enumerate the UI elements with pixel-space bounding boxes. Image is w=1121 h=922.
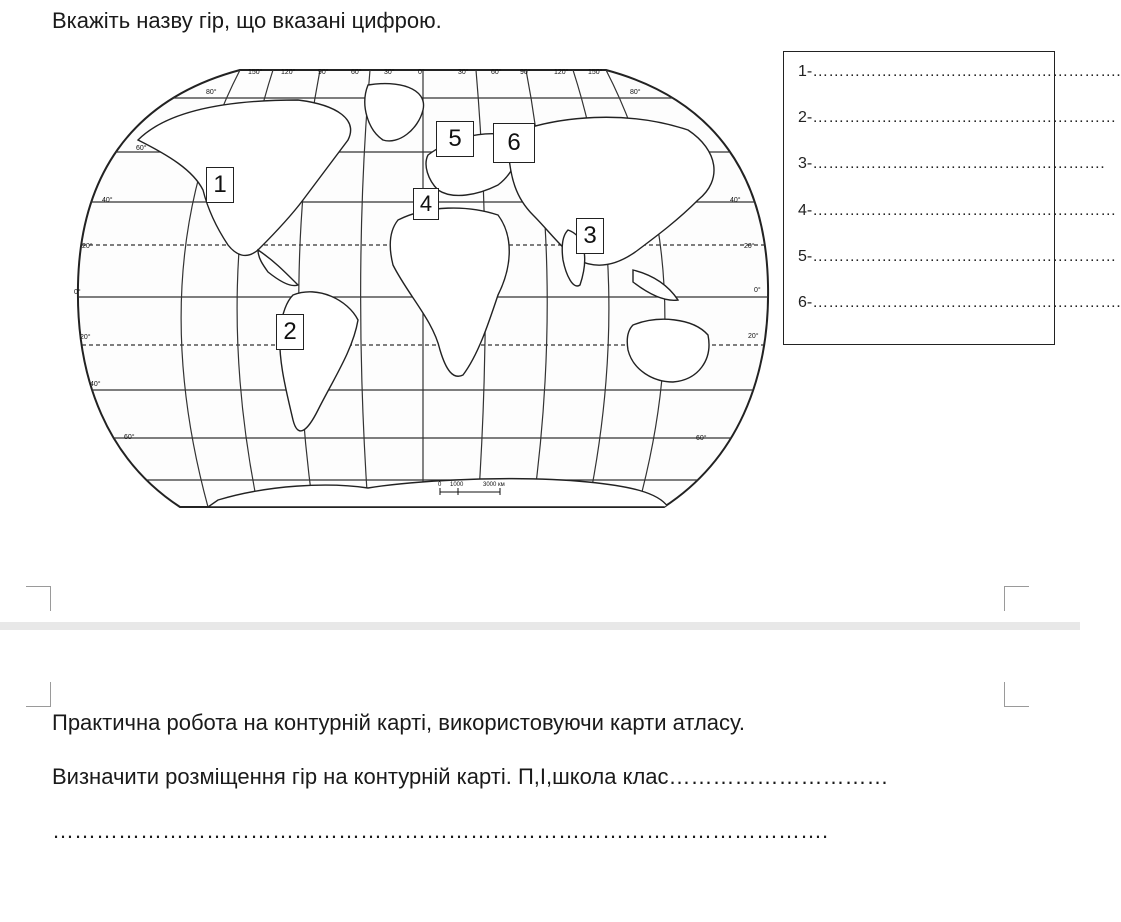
left-lat-label: 0° [74,289,81,296]
crop-mark-top-left [26,586,51,611]
page-separator [0,622,1080,630]
answer-line-2[interactable]: 2-………………………………………………… [798,109,1117,126]
left-lat-label: 60° [124,434,135,441]
world-contour-map [68,60,774,510]
top-degree-label: 90° [318,69,329,76]
blank-dotted-line[interactable]: ……………………………………………………………………………………………. [52,818,829,843]
answer-box [783,51,1121,345]
top-degree-label: 30° [458,69,469,76]
left-lat-label: 20° [82,243,93,250]
right-lat-label: 20° [748,333,759,340]
page-bottom-sheet [0,630,1080,922]
scale-label: 0 [438,482,442,488]
right-lat-label: 60° [696,435,707,442]
map-marker-6: 6 [493,123,535,163]
crop-mark-top-right [1004,586,1029,611]
crop-mark-bottom-right [1004,682,1029,707]
left-lat-label: 20° [80,334,91,341]
answer-line-1[interactable]: 1-…………………………………………………. [798,63,1121,80]
map-marker-4: 4 [413,188,439,220]
task-title: Вкажіть назву гір, що вказані цифрою. [52,8,442,33]
top-degree-label: 0° [418,69,425,76]
answer-line-3[interactable]: 3-………………………………………………. [798,155,1105,172]
right-lat-label: 40° [730,197,741,204]
left-lat-label: 40° [90,381,101,388]
answer-line-4[interactable]: 4-………………………………………………… [798,202,1117,219]
left-lat-label: 40° [102,197,113,204]
top-degree-label: 150° [588,69,603,76]
top-degree-label: 60° [351,69,362,76]
top-degree-label: 90° [520,69,531,76]
top-degree-label: 60° [491,69,502,76]
top-degree-label: 120° [281,69,296,76]
answer-line-5[interactable]: 5-………………………………………………… [798,248,1117,265]
crop-mark-bottom-left [26,682,51,707]
left-lat-label: 80° [206,89,217,96]
map-marker-5: 5 [436,121,474,157]
right-lat-label: 0° [754,287,761,294]
map-marker-2: 2 [276,314,304,350]
left-lat-label: 60° [136,145,147,152]
task-instruction-line[interactable]: Визначити розміщення гір на контурній карті. П,І,школа клас………………………… [52,764,889,789]
practical-work-title: Практична робота на контурній карті, використовуючи карти атласу. [52,710,745,735]
top-degree-label: 30° [384,69,395,76]
scale-label: 1000 [450,482,464,488]
map-marker-1: 1 [206,167,234,203]
right-lat-label: 20° [744,243,755,250]
scale-label: 3000 км [483,482,505,488]
right-lat-label: 80° [630,89,641,96]
answer-line-6[interactable]: 6-…………………………………………………. [798,294,1121,311]
map-marker-3: 3 [576,218,604,254]
top-degree-label: 150° [248,69,263,76]
top-degree-label: 120° [554,69,569,76]
